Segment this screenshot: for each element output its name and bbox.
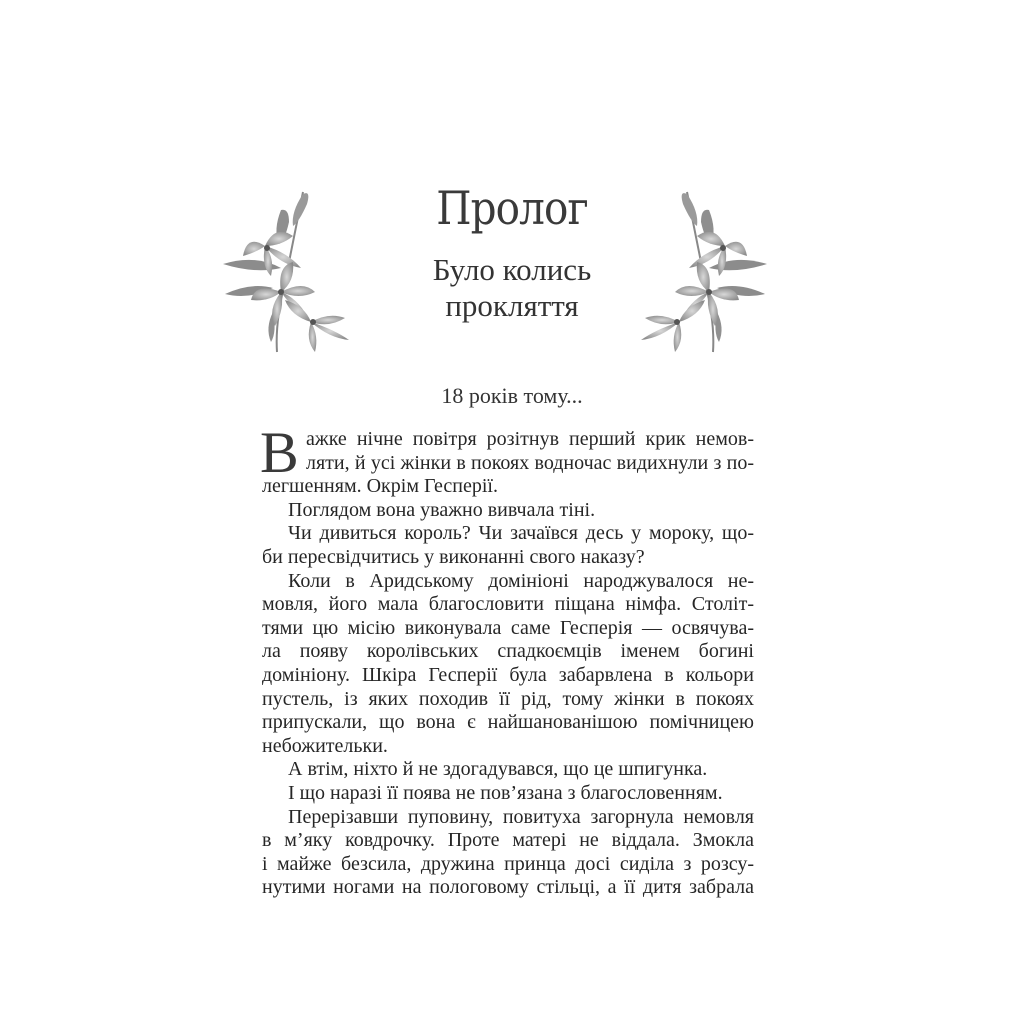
text-line: домініону. Шкіра Гесперії була забарвлена в кольори <box>262 663 754 686</box>
text-line: Поглядом вона уважно вивчала тіні. <box>288 498 596 521</box>
chapter-subtitle <box>0 252 1024 324</box>
text-line: би пересвідчитись у виконанні свого наказу? <box>262 545 645 568</box>
text-line: легшенням. Окрім Гесперії. <box>262 475 498 498</box>
text-line: тями цю місію виконувала саме Гесперія — освячува- <box>262 616 754 639</box>
text-line: ляти, й усі жінки в покоях водночас видихнули з по- <box>306 451 754 474</box>
chapter-title: Пролог <box>436 181 588 235</box>
chapter-subtitle-line-1: Було колись <box>432 252 592 287</box>
text-line: І що наразі її поява не пов’язана з благословенням. <box>288 781 723 804</box>
text-line: Коли в Аридському домініоні народжувалося не- <box>288 569 754 592</box>
text-line: Перерізавши пуповину, повитуха загорнула немовля <box>288 805 754 828</box>
time-marker: 18 років тому... <box>441 383 583 408</box>
drop-cap: В <box>260 420 299 485</box>
text-line: пустель, із яких походив її рід, тому жінки в покоях <box>262 687 754 710</box>
text-line: нутими ногами на пологовому стільці, а її дитя забрала <box>262 876 754 899</box>
text-line: в м’яку ковдрочку. Проте матері не віддала. Змокла <box>262 829 754 852</box>
body-text <box>260 420 754 900</box>
text-line: і майже безсила, дружина принца досі сиділа з розсу- <box>262 852 754 875</box>
text-line: небожительки. <box>262 734 388 757</box>
text-line: Чи дивиться король? Чи зачаївся десь у мороку, що- <box>288 522 754 545</box>
text-line: ла появу королівських спадкоємців іменем богині <box>262 640 754 663</box>
chapter-subtitle-line-2: прокляття <box>445 288 579 323</box>
text-line: ажке нічне повітря розітнув перший крик немов- <box>306 428 754 450</box>
text-line: припускали, що вона є найшанованішою помічницею <box>262 711 754 734</box>
text-line: А втім, ніхто й не здогадувався, що це шпигунка. <box>288 758 708 781</box>
text-line: мовля, його мала благословити піщана німфа. Століт- <box>262 593 754 616</box>
